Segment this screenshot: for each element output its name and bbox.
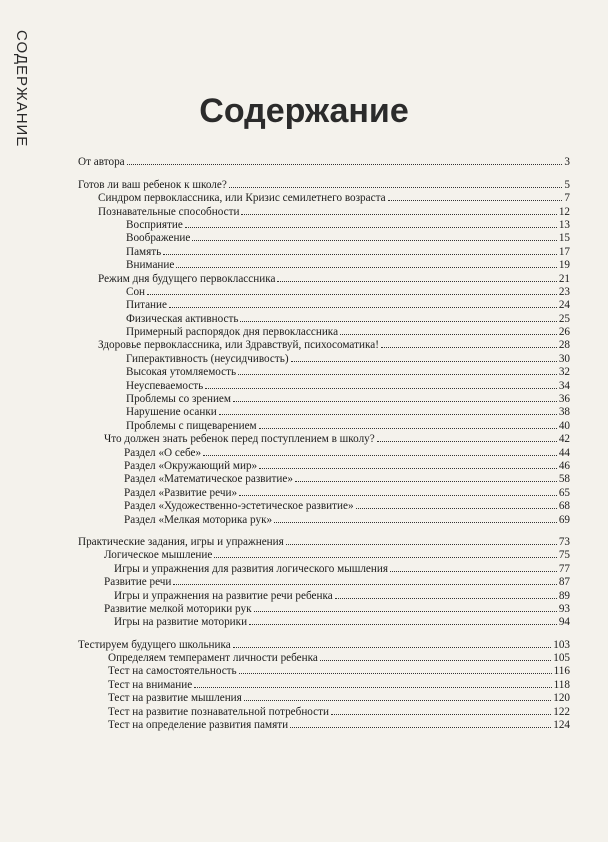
toc-entry <box>78 677 570 690</box>
toc-leader-dots <box>259 428 557 429</box>
toc-entry-page: 32 <box>558 366 570 379</box>
toc-entry <box>78 548 570 561</box>
toc-leader-dots <box>169 307 557 308</box>
toc-leader-dots <box>390 571 557 572</box>
toc-entry-page: 15 <box>558 232 570 245</box>
toc-entry-page: 23 <box>558 285 570 298</box>
toc-leader-dots <box>377 441 557 442</box>
toc-entry <box>78 271 570 284</box>
toc-entry <box>78 258 570 271</box>
toc-entry-page: 25 <box>558 312 570 325</box>
toc-leader-dots <box>240 321 556 322</box>
toc-leader-dots <box>381 347 557 348</box>
toc-entry-page: 105 <box>553 652 570 665</box>
toc-entry-page: 40 <box>558 419 570 432</box>
toc-entry-label: Раздел «Развитие речи» <box>124 486 238 499</box>
toc-entry-label: Питание <box>126 299 167 312</box>
toc-entry-page: 12 <box>558 205 570 218</box>
toc-entry-label: Определяем темперамент личности ребенка <box>108 652 318 665</box>
toc-entry <box>78 378 570 391</box>
toc-leader-dots <box>249 624 557 625</box>
toc-entry-label: Восприятие <box>126 218 183 231</box>
toc-leader-dots <box>320 660 551 661</box>
toc-entry-page: 87 <box>558 576 570 589</box>
toc-entry-label: Познавательные способности <box>98 205 240 218</box>
toc-leader-dots <box>274 522 557 523</box>
toc-entry <box>78 392 570 405</box>
toc-entry-label: Сон <box>126 285 146 298</box>
toc-leader-dots <box>295 481 557 482</box>
toc-entry <box>78 445 570 458</box>
toc-entry-page: 26 <box>558 326 570 339</box>
toc-entry <box>78 231 570 244</box>
toc-entry-label: Внимание <box>126 259 175 272</box>
toc-entry-page: 46 <box>558 459 570 472</box>
toc-entry-label: Проблемы со зрением <box>126 393 231 406</box>
toc-entry-page: 3 <box>564 156 570 169</box>
toc-entry-page: 118 <box>553 678 570 691</box>
toc-leader-dots <box>205 388 557 389</box>
toc-entry <box>78 472 570 485</box>
toc-entry <box>78 512 570 525</box>
toc-entry <box>78 351 570 364</box>
toc-leader-dots <box>229 187 563 188</box>
toc-leader-dots <box>147 294 557 295</box>
toc-entry <box>78 561 570 574</box>
toc-entry-label: Игры на развитие моторики <box>114 616 248 629</box>
toc-entry-label: Развитие мелкой моторики рук <box>104 602 252 615</box>
toc-entry-page: 17 <box>558 245 570 258</box>
toc-entry-label: Раздел «Окружающий мир» <box>124 459 258 472</box>
toc-entry <box>78 704 570 717</box>
toc-entry-page: 21 <box>558 272 570 285</box>
toc-leader-dots <box>194 687 551 688</box>
toc-entry <box>78 432 570 445</box>
toc-leader-dots <box>259 468 557 469</box>
toc-entry-label: Раздел «О себе» <box>124 446 202 459</box>
toc-entry-label: Синдром первоклассника, или Кризис семилетнего возраста <box>98 192 386 205</box>
toc-entry-page: 28 <box>558 339 570 352</box>
toc-entry-label: Физическая активность <box>126 312 239 325</box>
toc-entry-label: Нарушение осанки <box>126 406 217 419</box>
toc-entry-page: 122 <box>553 705 570 718</box>
toc-leader-dots <box>335 598 557 599</box>
toc-entry-label: Воображение <box>126 232 191 245</box>
toc-leader-dots <box>239 495 557 496</box>
toc-entry-page: 116 <box>553 665 570 678</box>
toc-entry <box>78 177 570 190</box>
toc-entry-label: Проблемы с пищеварением <box>126 419 257 432</box>
toc-entry <box>78 615 570 628</box>
toc-entry <box>78 575 570 588</box>
toc-entry-page: 30 <box>558 352 570 365</box>
toc-entry-page: 120 <box>553 692 570 705</box>
toc-entry-page: 73 <box>558 535 570 548</box>
toc-entry-label: Гиперактивность (неусидчивость) <box>126 352 289 365</box>
toc-entry <box>78 718 570 731</box>
toc-leader-dots <box>244 700 551 701</box>
toc-entry-page: 124 <box>553 719 570 732</box>
toc-entry-label: Раздел «Математическое развитие» <box>124 473 293 486</box>
toc-entry <box>78 459 570 472</box>
side-running-header-text: СОДЕРЖАНИЕ <box>13 30 30 148</box>
toc-entry-page: 93 <box>558 602 570 615</box>
toc-entry <box>78 218 570 231</box>
toc-leader-dots <box>192 240 556 241</box>
toc-entry-label: Высокая утомляемость <box>126 366 237 379</box>
toc-entry-label: Раздел «Художественно-эстетическое развитие» <box>124 500 354 513</box>
toc-leader-dots <box>290 727 551 728</box>
toc-entry-label: От автора <box>78 156 125 169</box>
toc-entry-page: 24 <box>558 299 570 312</box>
toc-entry-label: Неуспеваемость <box>126 379 204 392</box>
toc-entry <box>78 365 570 378</box>
toc-leader-dots <box>163 254 557 255</box>
toc-leader-dots <box>173 584 556 585</box>
toc-leader-dots <box>214 557 556 558</box>
toc-entry-page: 42 <box>558 433 570 446</box>
toc-leader-dots <box>203 455 557 456</box>
toc-entry-page: 19 <box>558 259 570 272</box>
toc-entry-label: Тест на развитие мышления <box>108 692 242 705</box>
toc-entry <box>78 155 570 168</box>
toc-leader-dots <box>241 214 556 215</box>
toc-entry-label: Раздел «Мелкая моторика рук» <box>124 513 273 526</box>
toc-entry <box>78 244 570 257</box>
toc-entry <box>78 338 570 351</box>
toc-entry-page: 5 <box>564 178 570 191</box>
toc-entry-label: Тест на внимание <box>108 678 193 691</box>
toc-leader-dots <box>286 544 557 545</box>
toc-entry-label: Здоровье первоклассника, или Здравствуй, психосоматика! <box>98 339 379 352</box>
toc-entry-label: Логическое мышление <box>104 549 213 562</box>
toc-leader-dots <box>291 361 557 362</box>
toc-entry <box>78 691 570 704</box>
toc-entry-page: 94 <box>558 616 570 629</box>
toc-entry-label: Готов ли ваш ребенок к школе? <box>78 178 227 191</box>
toc-entry <box>78 499 570 512</box>
toc-leader-dots <box>356 508 557 509</box>
toc-entry <box>78 602 570 615</box>
toc-entry <box>78 418 570 431</box>
toc-entry-page: 13 <box>558 218 570 231</box>
toc-entry <box>78 325 570 338</box>
toc-leader-dots <box>238 374 557 375</box>
toc-entry <box>78 651 570 664</box>
toc-entry-label: Примерный распорядок дня первоклассника <box>126 326 339 339</box>
toc-leader-dots <box>233 647 551 648</box>
toc-entry-label: Режим дня будущего первоклассника <box>98 272 276 285</box>
toc-entry-label: Память <box>126 245 162 258</box>
toc-entry-label: Тестируем будущего школьника <box>78 638 231 651</box>
toc-entry-label: Тест на определение развития памяти <box>108 719 289 732</box>
toc-entry-page: 77 <box>558 562 570 575</box>
toc-entry-page: 69 <box>558 513 570 526</box>
table-of-contents <box>78 155 570 731</box>
toc-leader-dots <box>388 200 563 201</box>
toc-entry-label: Тест на самостоятельность <box>108 665 237 678</box>
toc-leader-dots <box>233 401 557 402</box>
toc-entry-page: 68 <box>558 500 570 513</box>
toc-entry <box>78 285 570 298</box>
toc-entry-page: 65 <box>558 486 570 499</box>
toc-entry-label: Игры и упражнения на развитие речи ребенка <box>114 589 333 602</box>
toc-entry-label: Развитие речи <box>104 576 172 589</box>
toc-leader-dots <box>185 227 557 228</box>
toc-entry-label: Тест на развитие познавательной потребности <box>108 705 330 718</box>
toc-entry <box>78 298 570 311</box>
page-title: Содержание <box>199 92 409 130</box>
toc-leader-dots <box>127 164 563 165</box>
toc-entry <box>78 405 570 418</box>
toc-entry-page: 38 <box>558 406 570 419</box>
toc-entry <box>78 588 570 601</box>
toc-entry-page: 36 <box>558 393 570 406</box>
toc-leader-dots <box>340 334 557 335</box>
toc-entry-page: 44 <box>558 446 570 459</box>
toc-entry <box>78 311 570 324</box>
toc-entry <box>78 485 570 498</box>
toc-leader-dots <box>331 714 551 715</box>
toc-entry-label: Игры и упражнения для развития логического мышления <box>114 562 389 575</box>
toc-leader-dots <box>219 414 557 415</box>
toc-leader-dots <box>277 281 556 282</box>
toc-entry <box>78 664 570 677</box>
toc-entry-label: Что должен знать ребенок перед поступлением в школу? <box>104 433 375 446</box>
toc-entry-page: 89 <box>558 589 570 602</box>
toc-entry-page: 34 <box>558 379 570 392</box>
toc-leader-dots <box>176 267 556 268</box>
toc-entry-page: 75 <box>558 549 570 562</box>
toc-entry <box>78 191 570 204</box>
toc-entry <box>78 637 570 650</box>
toc-leader-dots <box>254 611 557 612</box>
toc-entry <box>78 535 570 548</box>
toc-entry-label: Практические задания, игры и упражнения <box>78 535 284 548</box>
toc-entry-page: 103 <box>553 638 570 651</box>
toc-leader-dots <box>239 673 552 674</box>
toc-entry <box>78 204 570 217</box>
toc-entry-page: 58 <box>558 473 570 486</box>
toc-entry-page: 7 <box>564 192 570 205</box>
side-running-header <box>12 30 34 260</box>
